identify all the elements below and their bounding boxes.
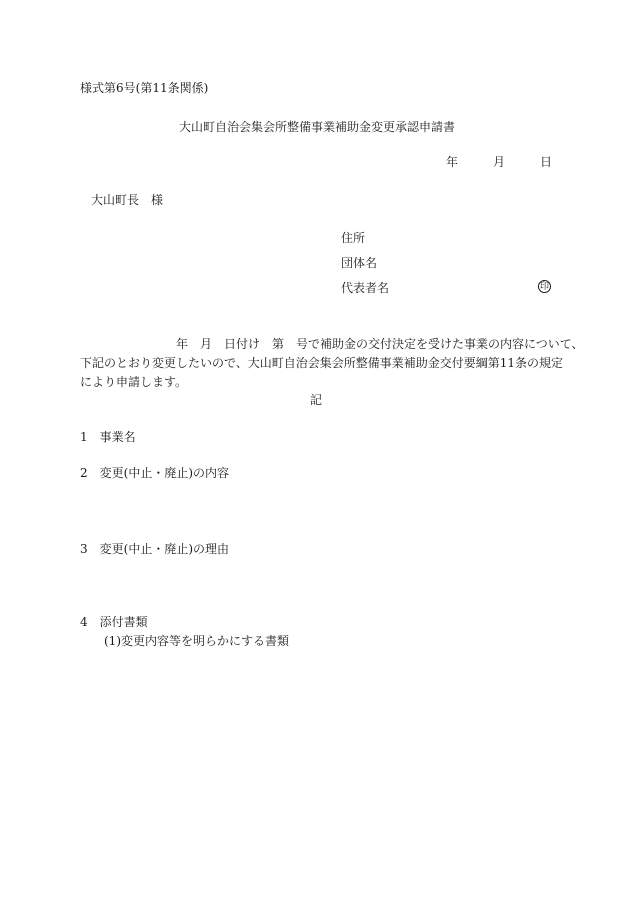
representative-label: 代表者名 (341, 281, 390, 295)
ki-heading: 記 (310, 393, 323, 407)
address-label: 住所 (341, 231, 366, 245)
date-year-label: 年 (446, 155, 459, 169)
attachment-item-1: (1)変更内容等を明らかにする書類 (104, 634, 289, 648)
item-change-reason: 3 変更(中止・廃止)の理由 (80, 542, 229, 556)
body-line-2: 下記のとおり変更したいので、大山町自治会集会所整備事業補助金交付要綱第11条の規定 (80, 356, 564, 370)
date-day-label: 日 (540, 155, 553, 169)
date-month-label: 月 (493, 155, 506, 169)
addressee: 大山町長 様 (91, 193, 164, 207)
item-attachments: 4 添付書類 (80, 615, 148, 629)
request-body (80, 335, 584, 392)
seal-mark: 印 (539, 282, 549, 292)
organization-label: 団体名 (341, 256, 378, 270)
item-change-content: 2 変更(中止・廃止)の内容 (80, 466, 229, 480)
body-line-1: 年 月 日付け 第 号で補助金の交付決定を受けた事業の内容について、 (80, 337, 584, 351)
form-number: 様式第6号(第11条関係) (80, 81, 209, 95)
item-project-name: 1 事業名 (80, 430, 136, 444)
document-title: 大山町自治会集会所整備事業補助金変更承認申請書 (179, 120, 456, 134)
body-line-3: により申請します。 (80, 375, 188, 389)
